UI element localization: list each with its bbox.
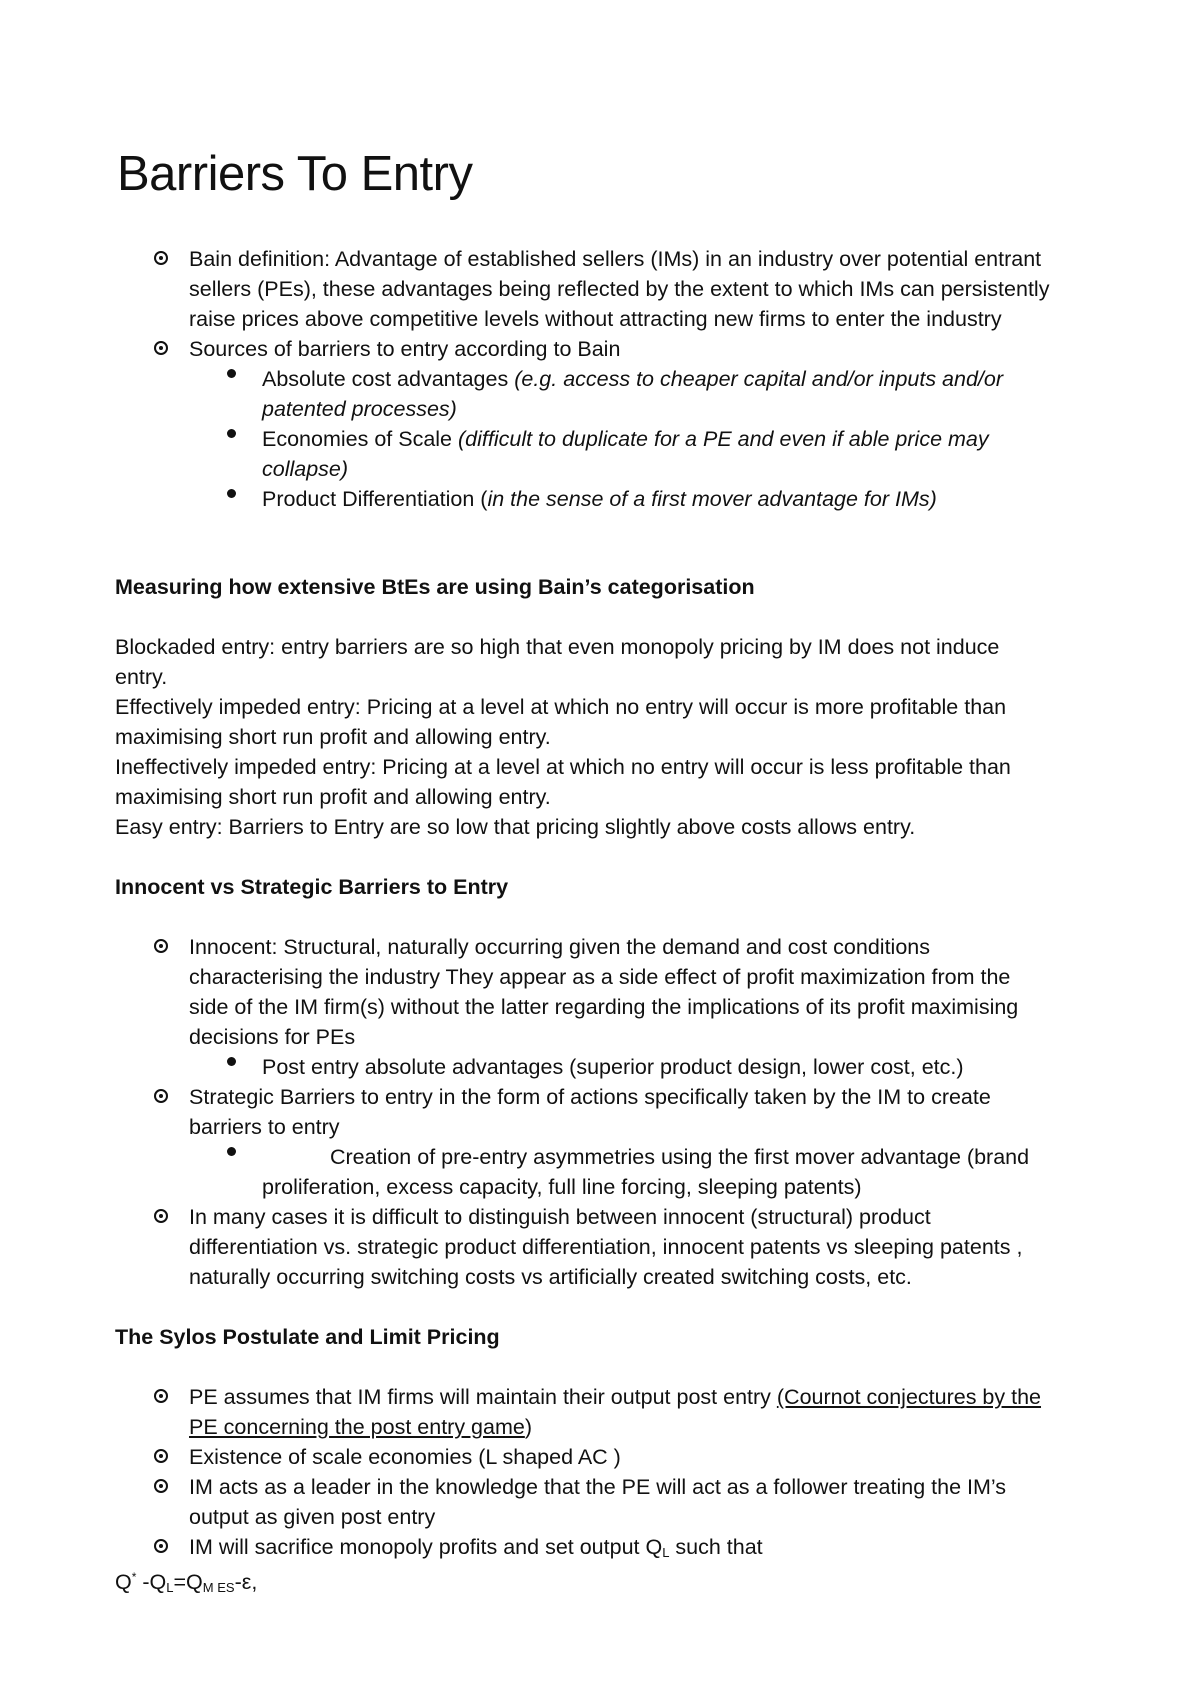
innocent-heading: Innocent vs Strategic Barriers to Entry — [115, 875, 509, 899]
sources-label: Sources of barriers to entry according to Bain — [189, 337, 621, 361]
creation-line: Creation of pre-entry asymmetries using the first mover advantage (brand — [330, 1145, 1030, 1169]
circle-bullet-icon — [154, 1479, 168, 1493]
eos-line-1: Economies of Scale (difficult to duplicate for a PE and even if able price may — [262, 427, 989, 451]
page-title: Barriers To Entry — [117, 147, 473, 201]
leader-line: IM acts as a leader in the knowledge that the PE will act as a follower treating the IM’s — [189, 1475, 1007, 1499]
measuring-heading: Measuring how extensive BtEs are using Bain’s categorisation — [115, 575, 755, 599]
measuring-line: maximising short run profit and allowing entry. — [115, 785, 551, 809]
abs-cost-line-2: patented processes) — [262, 397, 457, 421]
circle-bullet-icon — [154, 341, 168, 355]
measuring-line: Blockaded entry: entry barriers are so high that even monopoly pricing by IM does not induce — [115, 635, 1000, 659]
innocent-line: Innocent: Structural, naturally occurring given the demand and cost conditions — [189, 935, 930, 959]
difficult-line: naturally occurring switching costs vs artificially created switching costs, etc. — [189, 1265, 912, 1289]
strategic-line: Strategic Barriers to entry in the form of actions specifically taken by the IM to create — [189, 1085, 991, 1109]
pe-assumes-line-1: PE assumes that IM firms will maintain their output post entry (Cournot conjectures by the — [189, 1385, 1042, 1409]
circle-bullet-icon — [154, 1389, 168, 1403]
circle-bullet-icon — [154, 1539, 168, 1553]
measuring-line: Easy entry: Barriers to Entry are so low that pricing slightly above costs allows entry. — [115, 815, 916, 839]
circle-bullet-icon — [154, 1089, 168, 1103]
sacrifice-line: IM will sacrifice monopoly profits and set output $Q_L$ such that — [189, 1535, 763, 1560]
innocent-line: side of the IM firm(s) without the latter regarding the implications of its profit maximising — [189, 995, 1019, 1019]
difficult-line: differentiation vs. strategic product differentiation, innocent patents vs sleeping patents , — [189, 1235, 1023, 1259]
scale-economies-line: Existence of scale economies (L shaped AC ) — [189, 1445, 621, 1469]
eos-line-2: collapse) — [262, 457, 349, 481]
product-diff-line: Product Differentiation (in the sense of a first mover advantage for IMs) — [262, 487, 937, 511]
circle-bullet-icon — [154, 939, 168, 953]
creation-line: proliferation, excess capacity, full line forcing, sleeping patents) — [262, 1175, 862, 1199]
circle-bullet-icon — [154, 1449, 168, 1463]
pe-assumes-line-2: PE concerning the post entry game) — [189, 1415, 533, 1439]
measuring-line: Ineffectively impeded entry: Pricing at a level at which no entry will occur is less profitable than — [115, 755, 1011, 779]
bain-def-line-3: raise prices above competitive levels without attracting new firms to enter the industry — [189, 307, 1002, 331]
limit-pricing-formula: Q* $-Q_L=Q_{M ES}-\varepsilon$, — [115, 1570, 258, 1595]
dot-bullet-icon — [227, 429, 236, 438]
abs-cost-line-1: Absolute cost advantages (e.g. access to cheaper capital and/or inputs and/or — [262, 367, 1004, 391]
circle-bullet-icon — [154, 251, 168, 265]
difficult-line: In many cases it is difficult to distinguish between innocent (structural) product — [189, 1205, 931, 1229]
leader-line: output as given post entry — [189, 1505, 436, 1529]
dot-bullet-icon — [227, 369, 236, 378]
measuring-line: maximising short run profit and allowing entry. — [115, 725, 551, 749]
innocent-line: characterising the industry They appear as a side effect of profit maximization from the — [189, 965, 1011, 989]
dot-bullet-icon — [227, 1057, 236, 1066]
bain-def-line-2: sellers (PEs), these advantages being reflected by the extent to which IMs can persistently — [189, 277, 1050, 301]
measuring-line: Effectively impeded entry: Pricing at a level at which no entry will occur is more profitable than — [115, 695, 1007, 719]
dot-bullet-icon — [227, 489, 236, 498]
innocent-line: decisions for PEs — [189, 1025, 356, 1049]
circle-bullet-icon — [154, 1209, 168, 1223]
measuring-line: entry. — [115, 665, 168, 689]
bain-def-line-1: Bain definition: Advantage of established sellers (IMs) in an industry over potential entrant — [189, 247, 1042, 271]
strategic-line: barriers to entry — [189, 1115, 340, 1139]
post-entry-line: Post entry absolute advantages (superior product design, lower cost, etc.) — [262, 1055, 964, 1079]
sylos-heading: The Sylos Postulate and Limit Pricing — [115, 1325, 500, 1349]
dot-bullet-icon — [227, 1147, 236, 1156]
